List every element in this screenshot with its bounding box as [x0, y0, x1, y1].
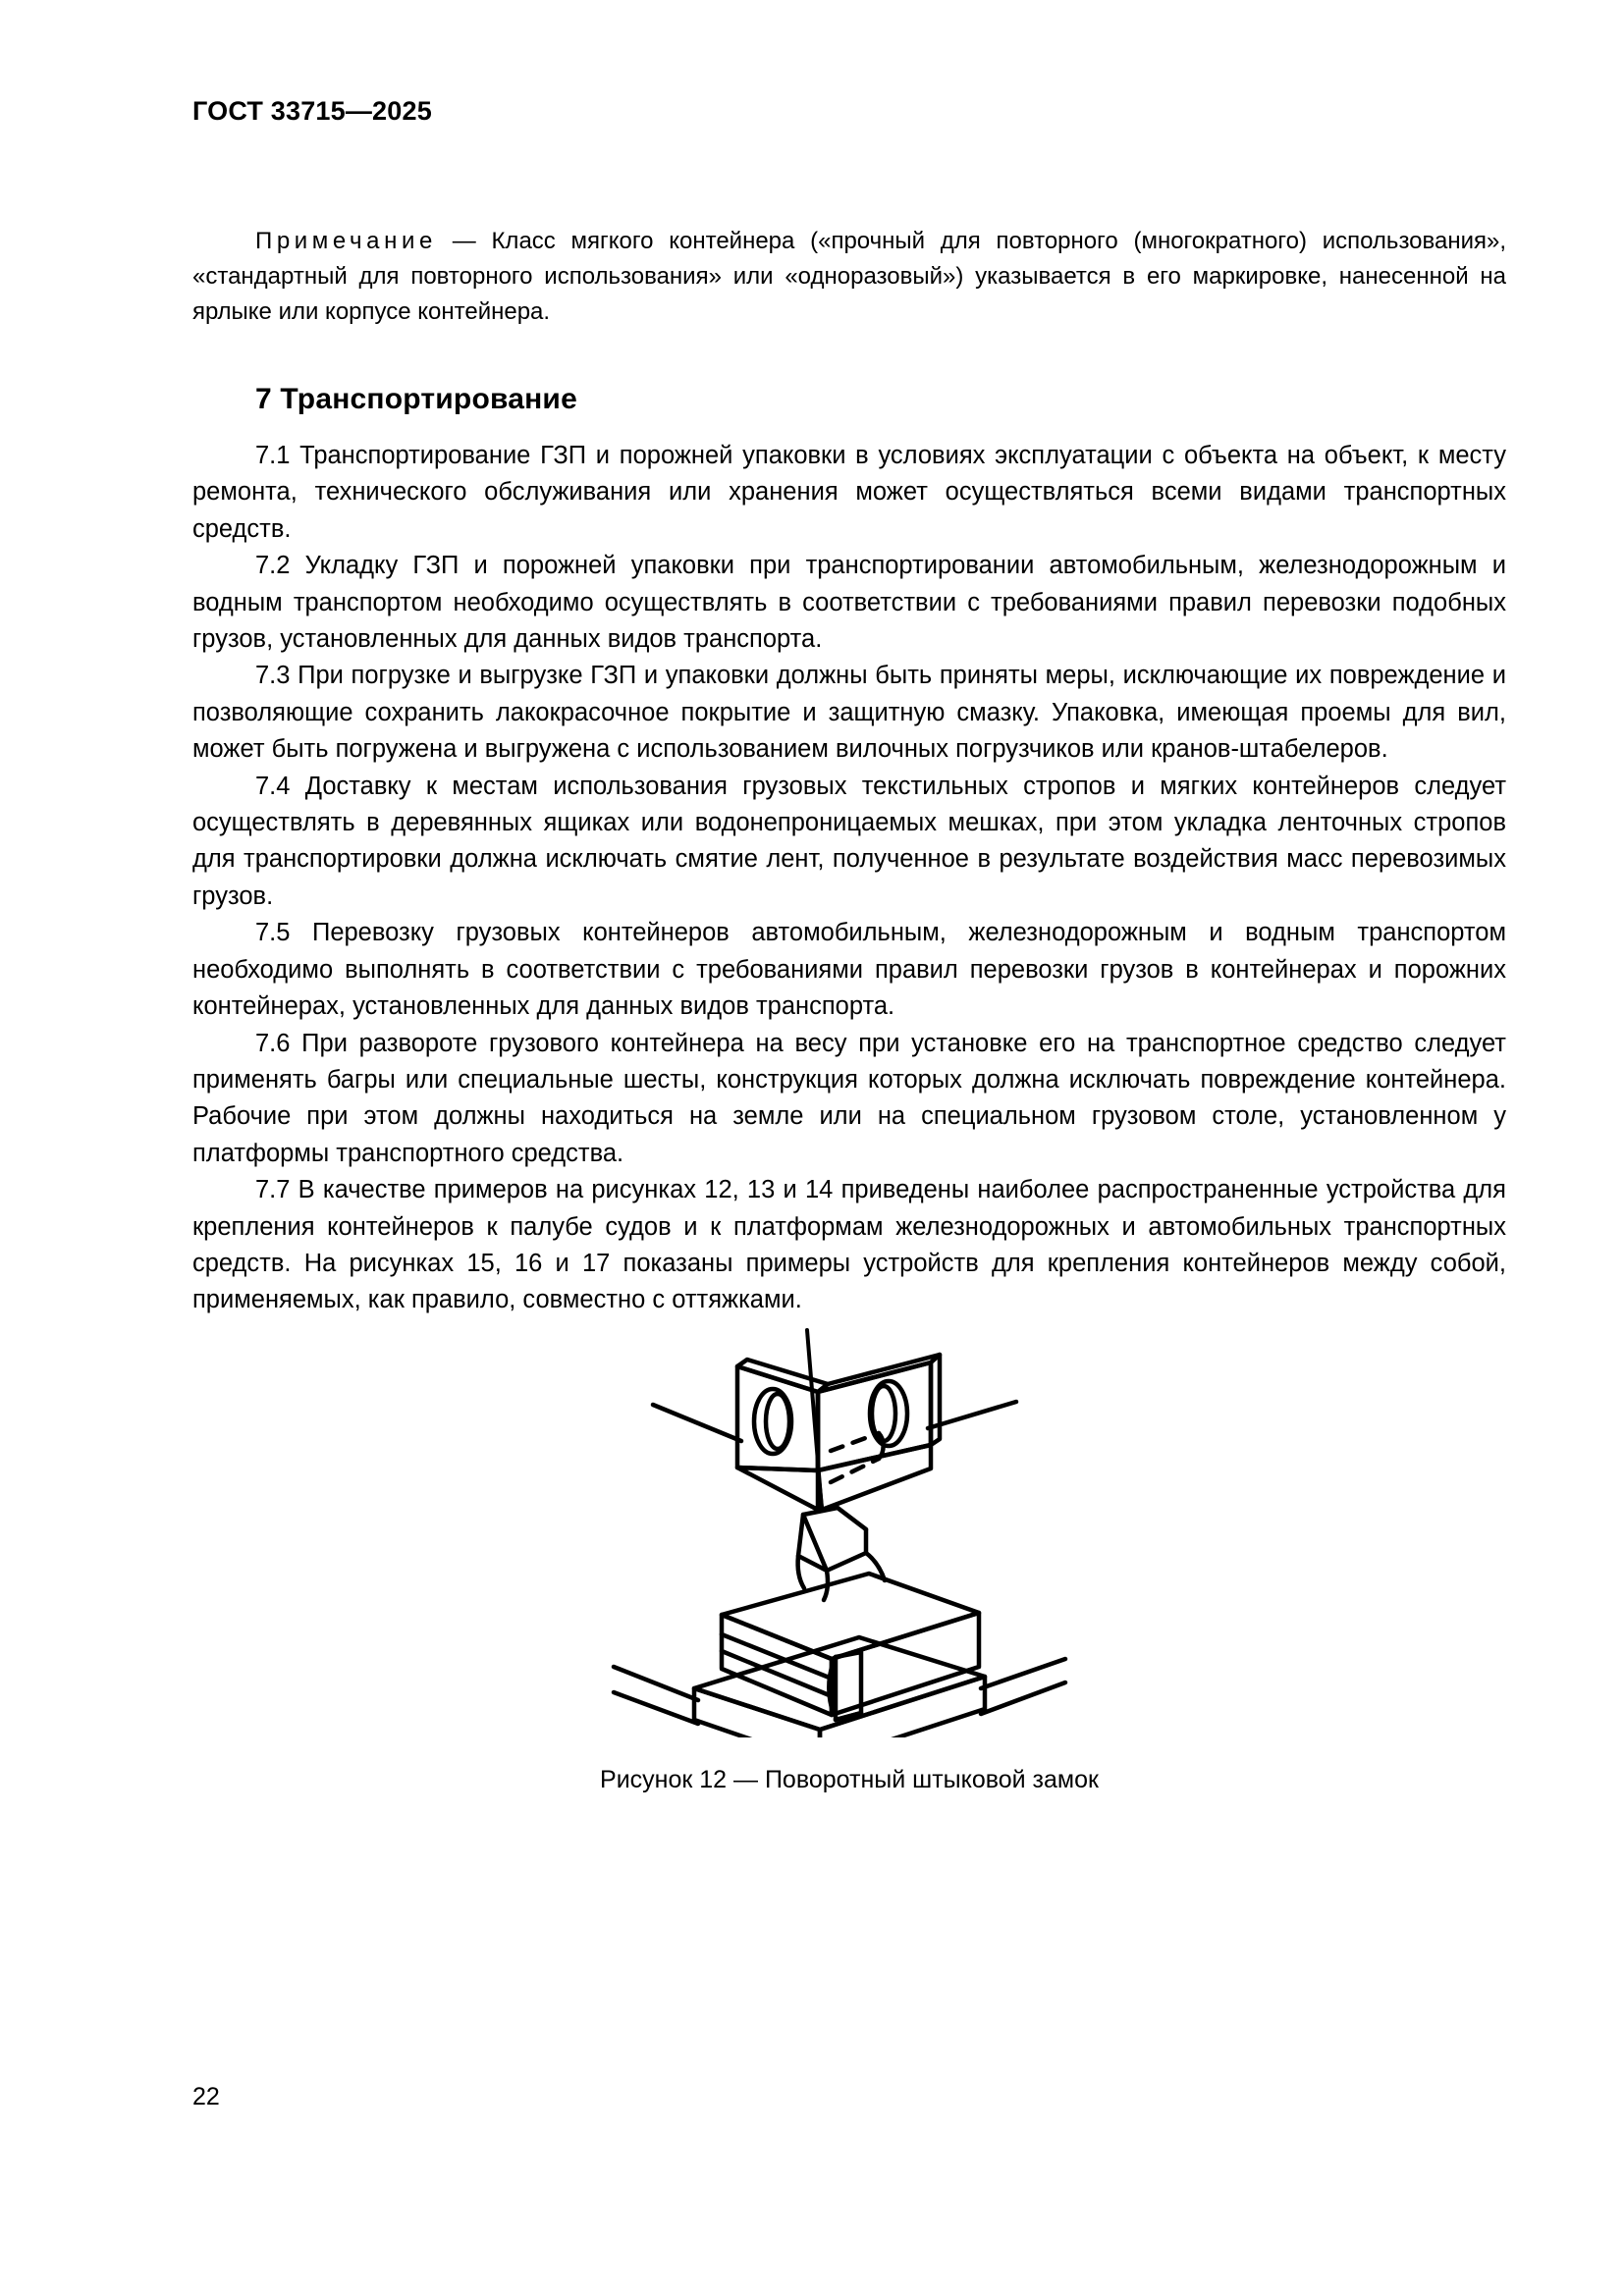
section-heading: 7 Транспортирование [255, 383, 577, 415]
paragraph-stack [192, 438, 1506, 1319]
corner-fitting-left-top-edge [737, 1360, 828, 1392]
twist-lock-cone-ridge [838, 1508, 866, 1529]
paragraph-7-5: 7.5 Перевозку грузовых контейнеров автомобильным, железнодорожным и водным транспортом необходимо выполнять в соответствии с требованиями правил перевозки грузов в контейнерах и порожних контейнерах, установленных для данных видов транспорта. [192, 919, 1506, 1021]
note-paragraph [192, 224, 1506, 330]
lock-housing-top-face [722, 1574, 979, 1659]
text-column [192, 224, 1506, 1319]
hidden-bore-upper [831, 1433, 879, 1451]
lock-housing-right-face [832, 1613, 979, 1715]
corner-fitting-left-bevel [737, 1468, 818, 1510]
twist-lock-cone-body [798, 1508, 866, 1571]
page-number: 22 [192, 2083, 220, 2110]
base-plate-top-face [694, 1637, 985, 1730]
figure-12 [192, 1276, 1506, 1796]
paragraph-7-7: 7.7 В качестве примеров на рисунках 12, 13 и 14 приведены наиболее распространенные устройства для крепления контейнеров к палубе судов и к платформам железнодорожных и автомобильных транспортных средств. На рисунках 15, 16 и 17 показаны примеры устройств для крепления контейнеров между собой, применяемых, как правило, совместно с оттяжками. [192, 1176, 1506, 1314]
paragraph-7-2: 7.2 Укладку ГЗП и порожней упаковки при транспортировании автомобильным, железнодорожным и водным транспортом необходимо осуществлять в соответствии с требованиями правил перевозки подобных грузов, установленных для данных видов транспорта. [192, 552, 1506, 654]
twist-lock-illustration [555, 1276, 1144, 1737]
note-label: Примечание [255, 228, 437, 254]
paragraph-7-4: 7.4 Доставку к местам использования грузовых текстильных стропов и мягких контейнеров следует осуществлять в деревянных ящиках или водонепроницаемых мешках, при этом укладка ленточных стропов для транспортировки должна исключать смятие лент, полученное в результате воздействия масс перевозимых грузов. [192, 772, 1506, 910]
base-plate-front-face [694, 1688, 820, 1737]
corner-fitting-right-bevel [818, 1445, 931, 1510]
paragraph-7-1: 7.1 Транспортирование ГЗП и порожней упаковки в условиях эксплуатации с объекта на объект, к месту ремонта, технического обслуживания или хранения может осуществляться всеми видами транспортных средств. [192, 442, 1506, 543]
figure-caption: Рисунок 12 — Поворотный штыковой замок [600, 1766, 1099, 1793]
corner-fitting-left-aperture-inner [766, 1394, 789, 1449]
lower-reference-line-right-upper [981, 1659, 1065, 1688]
upper-reference-line-left [653, 1405, 741, 1441]
base-plate-right-face [820, 1677, 985, 1737]
paragraph-7-3: 7.3 При погрузке и выгрузке ГЗП и упаковки должны быть приняты меры, исключающие их повреждение и позволяющие сохранить лакокрасочное покрытие и защитную смазку. Упаковка, имеющая проемы для вил, может быть погружена и выгружена с использованием вилочных погрузчиков или кранов-штабелеров. [192, 662, 1506, 764]
lower-reference-line-right-lower [981, 1682, 1065, 1714]
note-text: Класс мягкого контейнера («прочный для повторного (многократного) использования», «стандартный для повторного использования» или «одноразовый») указывается в его маркировке, нанесенной на ярлыке или корпусе контейнера. [192, 228, 1507, 325]
running-header: ГОСТ 33715—2025 [192, 96, 432, 126]
note-dash: — [452, 228, 476, 254]
corner-fitting-right-side-edge [931, 1355, 940, 1445]
paragraph-7-6: 7.6 При развороте грузового контейнера на весу при установке его на транспортное средство следует применять багры или специальные шесты, конструкция которых должна исключать повреждение контейнера. Рабочие при этом должны находиться на земле или на специальном грузовом столе, установленном у платформы транспортного средства. [192, 1029, 1506, 1167]
